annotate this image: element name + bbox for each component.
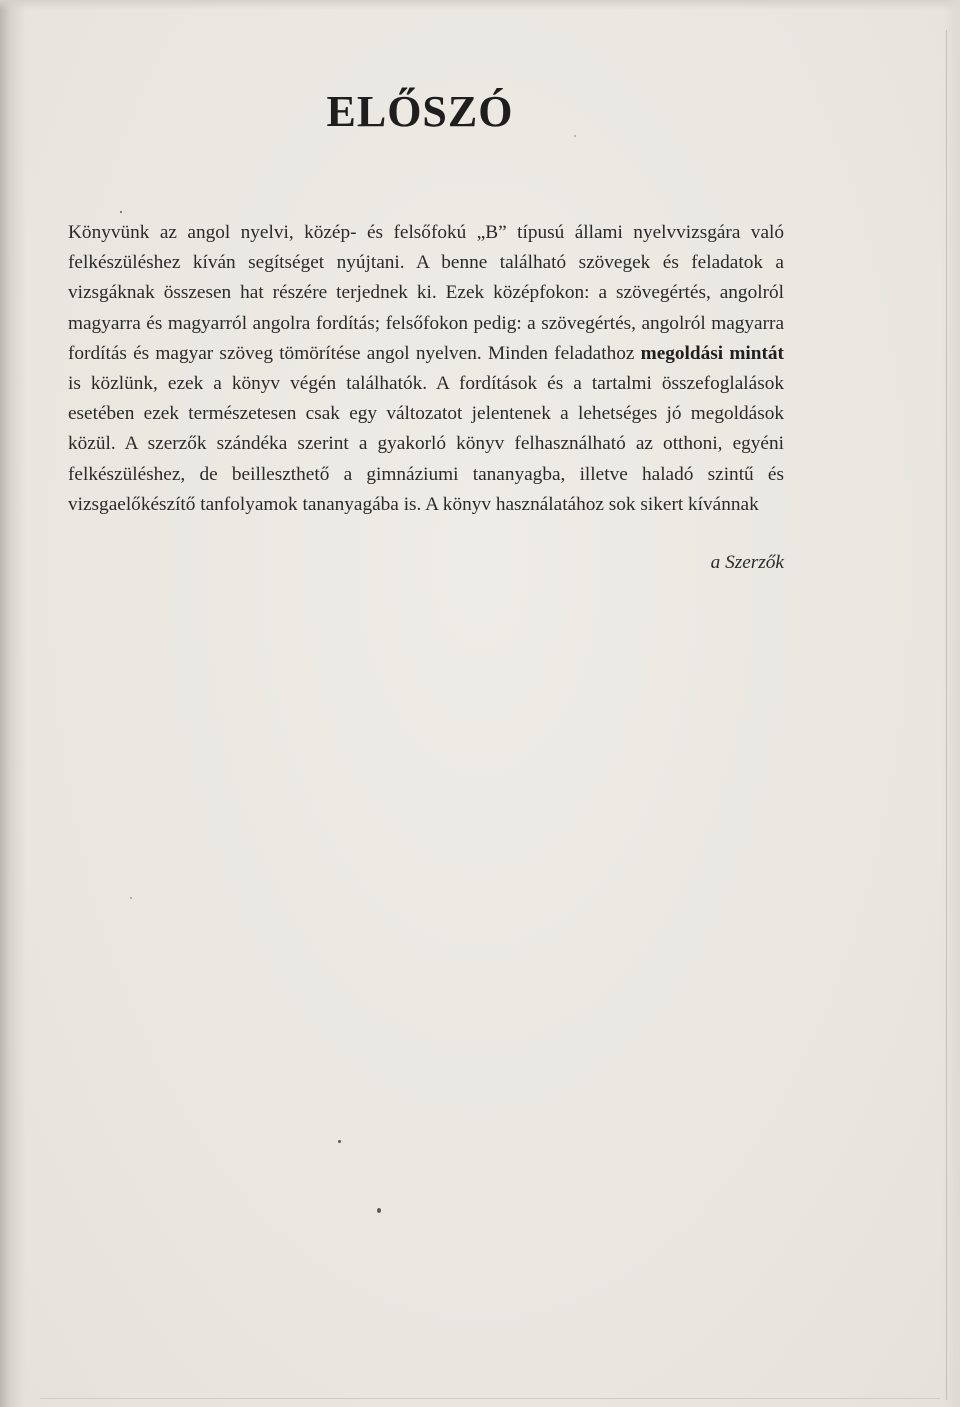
dust-speck bbox=[574, 135, 576, 137]
dust-speck bbox=[338, 1140, 341, 1143]
dust-speck bbox=[130, 897, 132, 899]
dust-speck bbox=[120, 211, 122, 213]
signature: a Szerzők bbox=[710, 552, 784, 573]
page-title: ELŐSZÓ bbox=[326, 87, 514, 136]
binding-shadow bbox=[0, 0, 26, 1407]
preface-text-part-2: is közlünk, ezek a könyv végén találhatók. A fordítások és a tartalmi összefoglalások esetében ezek természetesen csak egy változatot jelentenek a lehetséges jó megoldások közül. A szerzők szándéka szerint a gyakorló könyv felhasználható az otthoni, egyéni felkészüléshez, de beilleszthető a gimnáziumi tananyagba, illetve haladó szintű és vizsgaelőkészítő tanfolyamok tananyagába is. A könyv használatához sok sikert kívánnak bbox=[68, 373, 784, 515]
preface-text-part-1: Könyvünk az angol nyelvi, közép- és felsőfokú „B” típusú állami nyelvvizsgára való felkészüléshez kíván segítséget nyújtani. A benne található szövegek és feladatok a vizsgáknak összesen hat részére terjednek ki. Ezek középfokon: a szövegértés, angolról magyarra és magyarról angolra fordítás; felsőfokon pedig: a szövegértés, angolról magyarra fordítás és magyar szöveg tömörítése angol nyelven. Minden feladathoz bbox=[68, 222, 784, 364]
top-edge-shadow bbox=[0, 0, 960, 10]
preface-paragraph bbox=[68, 218, 784, 520]
right-page-border bbox=[946, 30, 947, 1400]
preface-bold-phrase: megoldási mintát bbox=[640, 342, 784, 364]
dust-speck bbox=[377, 1208, 381, 1213]
right-edge-shadow bbox=[942, 0, 960, 1407]
bottom-page-border bbox=[40, 1398, 940, 1399]
